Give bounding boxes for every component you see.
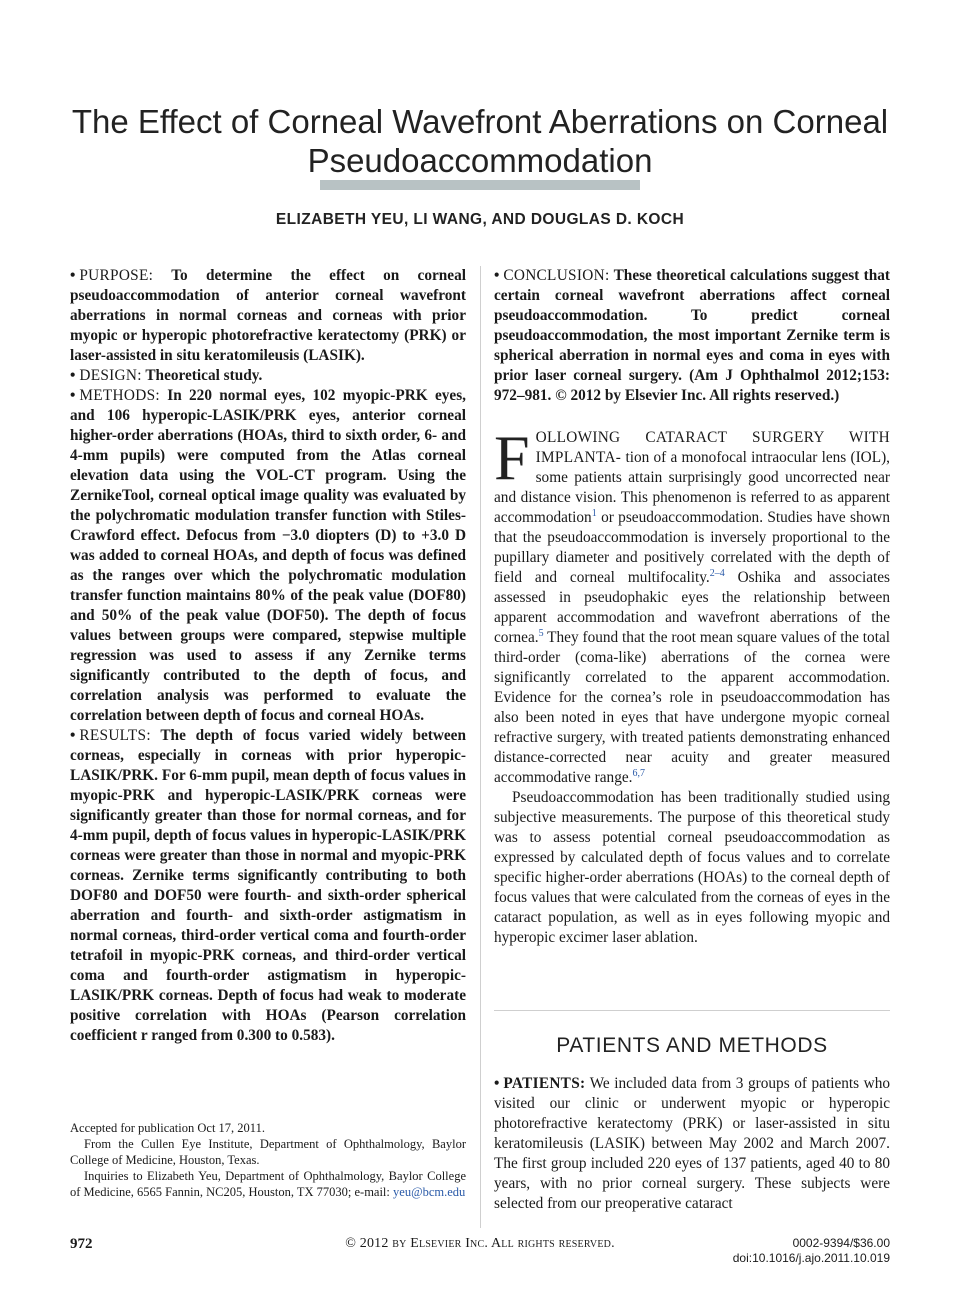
section-divider [494,1010,890,1011]
methods-text: In 220 normal eyes, 102 myopic-PRK eyes, and 106 hyperopic-LASIK/PRK eyes, anterior corneal higher-order aberrations (HOAs, third to sixth order, 6- and 4-mm pupils) were computed from the Atlas corneal elevation data using the VOL-CT program. Using the ZernikeTool, corneal optical image quality was evaluated by the polychromatic modulation transfer function with Stiles-Crawford effect. Defocus from −3.0 diopters (D) to +3.0 D was added to corneal HOAs, and depth of focus was defined as the ranges over which the polychromatic modulation transfer function maintains 80% of the peak value (DOF80) and 50% of the peak value (DOF50). The depth of focus values between groups were compared, stepwise multiple regression was used to assess if any Zernike terms significantly contributed to the depth of focus, and correlation analysis was performed to evaluate the correlation between depth of focus and corneal HOAs. [70,387,466,724]
results-label: RESULTS: [79,727,151,744]
footnote-accepted: Accepted for publication Oct 17, 2011. [70,1121,265,1135]
abstract-results [70,726,466,1046]
abstract-design [70,366,466,386]
methods-label: METHODS: [79,387,160,404]
intro-text-d: They found that the root mean square values of the total third-order (coma-like) aberrations of the cornea were significantly correlated to the apparent accommodation. Evidence for the cornea’s role in pseudoaccommodation has also been noted in eyes that have undergone myopic corneal refractive surgery, with treated patients demonstrating enhanced distance-corrected near acuity and greater measured accommodative range. [494,629,890,786]
right-column [494,266,890,948]
patients-label: PATIENTS: [503,1075,586,1092]
abstract-methods [70,386,466,726]
design-label: DESIGN: [79,367,142,384]
patients-section [494,1074,890,1214]
intro-text-b: or pseudoaccommodation. Studies have shown that the pseudoaccommodation is inversely proportional to the pupillary diameter and positively correlated with the depth of field and corneal multifocality. [494,509,890,586]
footer-copyright: © 2012 by Elsevier Inc. All rights reserved. [345,1236,615,1251]
bullet-icon: • [70,267,76,284]
bullet-icon: • [494,267,500,284]
footnotes [70,1120,466,1200]
bullet-icon: • [70,367,76,384]
page-footer [70,1236,890,1276]
article-title: The Effect of Corneal Wavefront Aberrations on Corneal Pseudoaccommodation [71,103,889,180]
reference-link[interactable]: 1 [591,507,597,519]
conclusion-label: CONCLUSION: [503,267,610,284]
bullet-icon: • [70,387,76,404]
section-heading: PATIENTS AND METHODS [556,1034,828,1057]
page-number: 972 [70,1236,93,1252]
author-email-link[interactable]: yeu@bcm.edu [393,1185,466,1199]
intro-text-c: Oshika and associates assessed in pseudophakic eyes the relationship between apparent accommodation and wavefront aberrations of the cornea. [494,569,891,646]
reference-link[interactable]: 5 [538,627,544,639]
drop-cap: F [494,422,530,493]
abstract-conclusion [494,266,890,406]
patients-text: We included data from 3 groups of patients who visited our clinic or underwent myopic or hyperopic photorefractive keratectomy (PRK) or laser-assisted in situ keratomileusis (LASIK) between May 2002 and March 2007. The first group included 220 eyes of 137 patients, aged 40 to 80 years, with no prior corneal surgery. These subjects were selected from our preoperative cataract [494,1075,890,1212]
purpose-label: PURPOSE: [79,267,154,284]
footer-doi: doi:10.1016/j.ajo.2011.10.019 [732,1251,890,1265]
column-divider [480,266,481,1228]
footer-issn: 0002-9394/$36.00 [792,1236,890,1250]
reference-link[interactable]: 6,7 [632,767,645,779]
purpose-text: To determine the effect on corneal pseudoaccommodation of anterior corneal wavefront aberrations in normal corneas and corneas with prior myopic or hyperopic photorefractive keratectomy (PRK) or laser-assisted in situ keratomileusis (LASIK). [70,267,466,364]
bullet-icon: • [70,727,76,744]
footnote-inquiries-text: Inquiries to Elizabeth Yeu, Department of Ophthalmology, Baylor College of Medicine, 6565 Fannin, NC205, Houston, TX 77030; e-mail: [70,1169,466,1199]
footnote-affiliation: From the Cullen Eye Institute, Department of Ophthalmology, Baylor College of Medicine, Houston, Texas. [70,1137,466,1167]
title-decorative-bar [320,180,640,190]
bullet-icon: • [494,1075,500,1092]
intro-lead-smallcaps: OLLOWING CATARACT SURGERY WITH IMPLANTA- [535,429,890,466]
results-text: The depth of focus varied widely between corneas, especially in corneas with prior hyperopic-LASIK/PRK. For 6-mm pupil, mean depth of focus values in myopic-PRK and hyperopic-LASIK/PRK corneas were significantly greater than those for normal corneas, and for 4-mm pupil, depth of focus values in hyperopic-LASIK/PRK corneas were greater than those in normal and myopic-PRK corneas. Zernike terms significantly contributing to both DOF80 and DOF50 were fourth- and sixth-order spherical aberration and fourth- and sixth-order astigmatism in normal corneas, third-order vertical coma and fourth-order tetrafoil in myopic-PRK corneas, and third-order vertical coma and fourth-order astigmatism in hyperopic-LASIK/PRK corneas. Depth of focus had weak to moderate positive correlation with HOAs (Pearson correlation coefficient r ranged from 0.300 to 0.583). [70,727,466,1044]
footnote-inquiries [70,1168,466,1200]
intro-text-a: tion of a monofocal intraocular lens (IOL), some patients attain surprisingly good uncorrected near and distance vision. This phenomenon is referred to as apparent accommodation [494,449,890,526]
abstract-left-column [70,266,466,1046]
reference-link[interactable]: 2–4 [709,567,725,579]
intro-paragraph [494,422,891,788]
author-list: ELIZABETH YEU, LI WANG, AND DOUGLAS D. KOCH [275,211,685,228]
abstract-purpose [70,266,466,366]
intro-paragraph-2: Pseudoaccommodation has been traditionally studied using subjective measurements. The purpose of this theoretical study was to assess potential corneal pseudoaccommodation as expressed by calculated depth of focus values and to correlate specific higher-order aberrations (HOAs) to the corneal depth of focus values that were calculated from the corneas of eyes in the cataract population, as well as in eyes following myopic and hyperopic excimer laser ablation. [494,789,890,946]
footer-identifiers [733,1236,890,1266]
patients-paragraph [494,1074,890,1214]
design-text: Theoretical study. [145,367,263,384]
abstract-citation: (Am J Ophthalmol 2012;153: 972–981. © 2012 by Elsevier Inc. All rights reserved.) [494,367,890,404]
conclusion-text: These theoretical calculations suggest that certain corneal wavefront aberrations affect corneal pseudoaccommodation. To predict corneal pseudoaccommodation, the most important Zernike term is spherical aberration in normal eyes and coma in eyes with prior laser corneal surgery. [494,267,890,384]
